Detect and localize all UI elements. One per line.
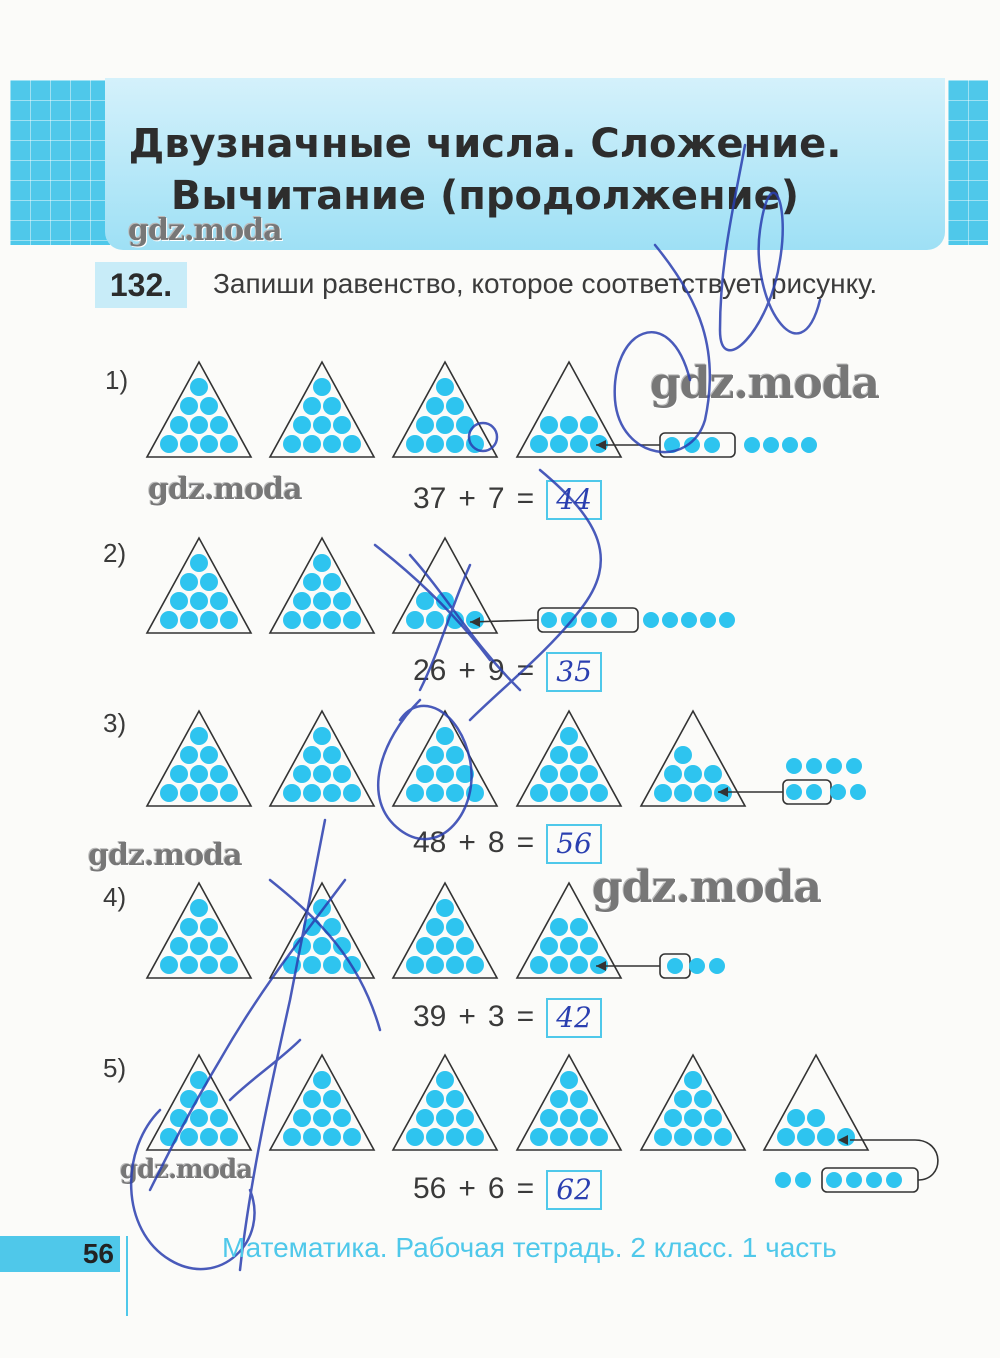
equation-2: 26 + 9 = 35 [413, 652, 602, 692]
row-label-4: 4) [103, 882, 127, 912]
title-line-1: Двузначные числа. Сложение. [128, 121, 842, 167]
pen-stroke [720, 145, 820, 350]
watermark: gdz.moda [650, 358, 880, 409]
equation-1: 37 + 7 = 44 [413, 480, 602, 520]
row-label-2: 2) [103, 538, 127, 568]
watermark: gdz.moda [128, 213, 282, 248]
pen-stroke [150, 880, 345, 1190]
pen-stroke [375, 545, 490, 660]
pen-stroke [470, 470, 601, 720]
task-instruction: Запиши равенство, которое соответствует рисунку. [213, 268, 878, 299]
page-number: 56 [0, 1236, 120, 1272]
answer-box-4[interactable]: 42 [546, 998, 602, 1038]
footer-divider [126, 1236, 128, 1316]
watermark: gdz.moda [592, 862, 822, 913]
row-label-1: 1) [105, 365, 129, 395]
book-title: Математика. Рабочая тетрадь. 2 класс. 1 часть [222, 1232, 837, 1263]
equation-5: 56 + 6 = 62 [413, 1170, 602, 1210]
row-label-3: 3) [103, 708, 127, 738]
pen-stroke [270, 880, 380, 1030]
pen-stroke [469, 423, 497, 451]
pen-stroke [230, 1040, 300, 1100]
pen-stroke [378, 700, 471, 839]
answer-box-2[interactable]: 35 [546, 652, 602, 692]
title-line-2: Вычитание (продолжение) [170, 173, 800, 219]
watermark: gdz.moda [148, 472, 302, 507]
pen-stroke [615, 245, 710, 452]
watermark: gdz.moda [120, 1155, 253, 1185]
equation-4: 39 + 3 = 42 [413, 998, 602, 1038]
answer-box-5[interactable]: 62 [546, 1170, 602, 1210]
watermark: gdz.moda [88, 838, 242, 873]
row-label-5: 5) [103, 1053, 127, 1083]
equation-3: 48 + 8 = 56 [413, 824, 602, 864]
task-number: 132. [95, 262, 187, 308]
answer-box-1[interactable]: 44 [546, 480, 602, 520]
answer-box-3[interactable]: 56 [546, 824, 602, 864]
